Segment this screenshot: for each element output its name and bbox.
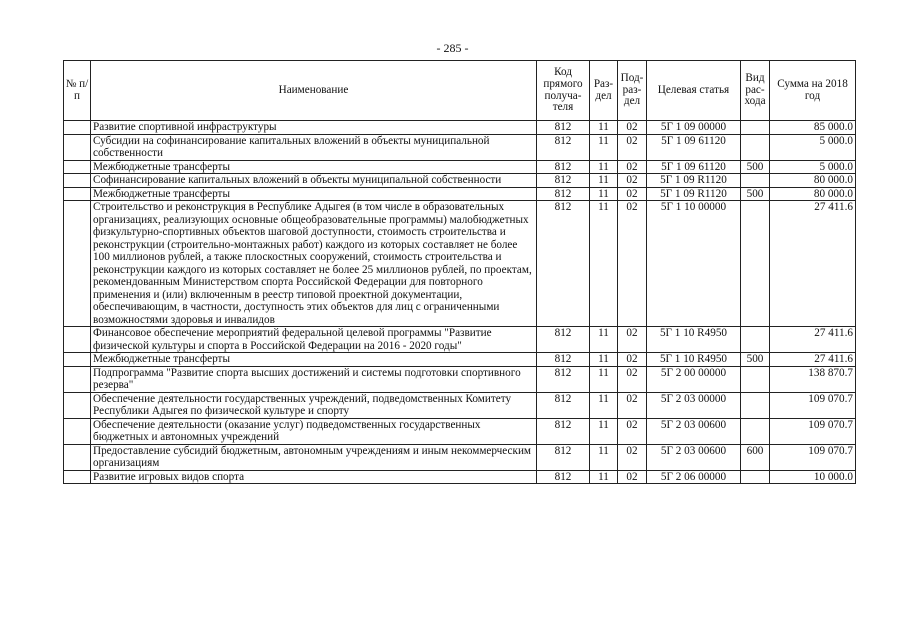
cell-amount: 109 070.7 [770,392,856,418]
cell-target: 5Г 1 09 R1120 [647,187,741,201]
table-row [64,201,856,327]
cell-expense-type [741,327,770,353]
cell-section: 11 [590,444,618,470]
cell-target: 5Г 2 03 00000 [647,392,741,418]
cell-amount: 10 000.0 [770,470,856,484]
table-row [64,174,856,188]
table-row [64,134,856,160]
cell-subsection: 02 [618,201,647,327]
cell-expense-type: 500 [741,187,770,201]
cell-code: 812 [537,366,590,392]
cell-section: 11 [590,353,618,367]
cell-section: 11 [590,327,618,353]
cell-code: 812 [537,201,590,327]
cell-name: Софинансирование капитальных вложений в объекты муниципальной собственности [91,174,537,188]
header-section: Раз-дел [590,61,618,121]
cell-subsection: 02 [618,470,647,484]
cell-code: 812 [537,353,590,367]
cell-name: Развитие спортивной инфраструктуры [91,121,537,135]
cell-section: 11 [590,134,618,160]
cell-name: Межбюджетные трансферты [91,160,537,174]
cell-name: Межбюджетные трансферты [91,353,537,367]
cell-num [64,187,91,201]
cell-num [64,121,91,135]
cell-subsection: 02 [618,121,647,135]
cell-expense-type [741,392,770,418]
page-number: - 285 - [436,41,469,55]
cell-num [64,174,91,188]
cell-code: 812 [537,174,590,188]
cell-name: Подпрограмма "Развитие спорта высших достижений и системы подготовки спортивного резерва" [91,366,537,392]
cell-target: 5Г 1 10 R4950 [647,353,741,367]
cell-name: Развитие игровых видов спорта [91,470,537,484]
table-row [64,418,856,444]
cell-section: 11 [590,121,618,135]
cell-target: 5Г 1 10 00000 [647,201,741,327]
header-code: Код прямого получа-теля [537,61,590,121]
cell-section: 11 [590,174,618,188]
cell-target: 5Г 2 00 00000 [647,366,741,392]
cell-section: 11 [590,418,618,444]
table-row [64,121,856,135]
header-target: Целевая статья [647,61,741,121]
table-row [64,160,856,174]
cell-expense-type [741,366,770,392]
cell-amount: 80 000.0 [770,187,856,201]
cell-subsection: 02 [618,160,647,174]
cell-name: Обеспечение деятельности (оказание услуг) подведомственных государственных бюджетных и автономных учреждений [91,418,537,444]
cell-amount: 27 411.6 [770,201,856,327]
cell-section: 11 [590,392,618,418]
cell-subsection: 02 [618,418,647,444]
cell-section: 11 [590,470,618,484]
header-expense-type: Вид рас-хода [741,61,770,121]
cell-amount: 5 000.0 [770,134,856,160]
cell-section: 11 [590,160,618,174]
cell-target: 5Г 1 09 61120 [647,160,741,174]
cell-code: 812 [537,444,590,470]
cell-expense-type [741,418,770,444]
table-body [64,121,856,484]
cell-name: Строительство и реконструкция в Республике Адыгея (в том числе в образовательных организациях, реализующих основные общеобразовательные программы) малобюджетных физкультурно-спортивных объектов шаговой доступности, стоимость строительства и реконструкции (строительно-монтажных работ) каждого из которых составляет не более 100 миллионов рублей, а также плоскостных сооружений, стоимость строительства и реконструкции каждого из которых составляет не более 25 миллионов рублей, по проектам, рекомендованным Министерством спорта Российской Федерации для повторного применения и (или) включенным в реестр типовой проектной документации, обеспечивающим, в частности, доступность этих объектов для лиц с ограниченными возможностями здоровья и инвалидов [91,201,537,327]
cell-expense-type: 500 [741,160,770,174]
cell-subsection: 02 [618,327,647,353]
table-row [64,470,856,484]
table-row [64,327,856,353]
cell-subsection: 02 [618,187,647,201]
cell-name: Предоставление субсидий бюджетным, автономным учреждениям и иным некоммерческим организациям [91,444,537,470]
cell-num [64,327,91,353]
cell-section: 11 [590,366,618,392]
cell-expense-type [741,174,770,188]
cell-subsection: 02 [618,174,647,188]
cell-num [64,134,91,160]
cell-num [64,470,91,484]
cell-target: 5Г 2 03 00600 [647,418,741,444]
table-row [64,366,856,392]
cell-target: 5Г 1 09 61120 [647,134,741,160]
table-row [64,444,856,470]
cell-name: Субсидии на софинансирование капитальных вложений в объекты муниципальной собственности [91,134,537,160]
cell-num [64,353,91,367]
cell-code: 812 [537,134,590,160]
cell-target: 5Г 2 03 00600 [647,444,741,470]
cell-code: 812 [537,121,590,135]
cell-section: 11 [590,187,618,201]
budget-table [63,60,856,484]
cell-subsection: 02 [618,392,647,418]
cell-name: Межбюджетные трансферты [91,187,537,201]
cell-target: 5Г 1 09 R1120 [647,174,741,188]
cell-expense-type [741,201,770,327]
cell-expense-type: 600 [741,444,770,470]
table-row [64,187,856,201]
table-row [64,392,856,418]
cell-section: 11 [590,201,618,327]
cell-amount: 109 070.7 [770,418,856,444]
cell-amount: 85 000.0 [770,121,856,135]
cell-num [64,366,91,392]
cell-amount: 27 411.6 [770,327,856,353]
cell-code: 812 [537,470,590,484]
cell-num [64,201,91,327]
header-subsection: Под-раз-дел [618,61,647,121]
cell-code: 812 [537,160,590,174]
cell-name: Обеспечение деятельности государственных учреждений, подведомственных Комитету Республики Адыгея по физической культуре и спорту [91,392,537,418]
cell-subsection: 02 [618,444,647,470]
cell-code: 812 [537,327,590,353]
cell-code: 812 [537,392,590,418]
cell-amount: 80 000.0 [770,174,856,188]
cell-expense-type [741,470,770,484]
cell-num [64,392,91,418]
cell-amount: 109 070.7 [770,444,856,470]
cell-expense-type [741,134,770,160]
table-row [64,353,856,367]
header-num: № п/п [64,61,91,121]
cell-code: 812 [537,187,590,201]
cell-name: Финансовое обеспечение мероприятий федеральной целевой программы "Развитие физической культуры и спорта в Российской Федерации на 2016 - 2020 годы" [91,327,537,353]
table-header-row [64,61,856,121]
cell-num [64,444,91,470]
cell-expense-type [741,121,770,135]
cell-num [64,418,91,444]
cell-target: 5Г 1 10 R4950 [647,327,741,353]
header-name: Наименование [91,61,537,121]
header-amount: Сумма на 2018 год [770,61,856,121]
cell-target: 5Г 2 06 00000 [647,470,741,484]
cell-subsection: 02 [618,353,647,367]
cell-subsection: 02 [618,134,647,160]
cell-expense-type: 500 [741,353,770,367]
cell-subsection: 02 [618,366,647,392]
cell-num [64,160,91,174]
cell-amount: 5 000.0 [770,160,856,174]
cell-amount: 27 411.6 [770,353,856,367]
cell-target: 5Г 1 09 00000 [647,121,741,135]
cell-amount: 138 870.7 [770,366,856,392]
cell-code: 812 [537,418,590,444]
